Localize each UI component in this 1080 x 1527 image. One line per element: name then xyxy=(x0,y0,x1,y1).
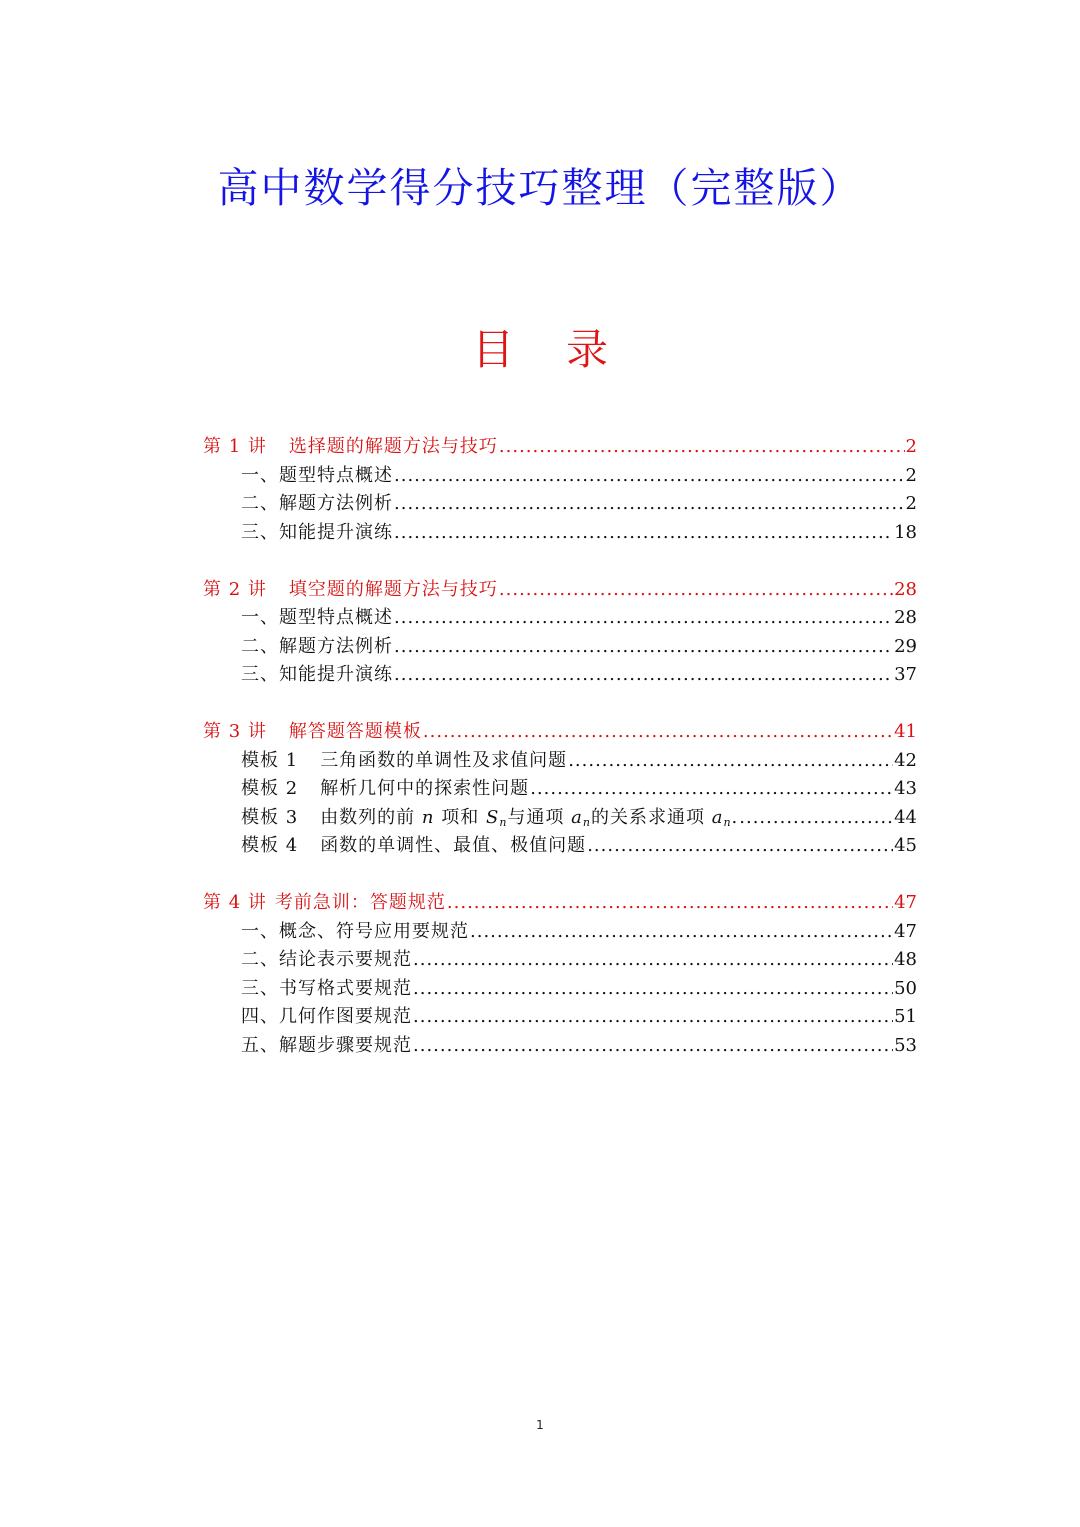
template-number: 模板 2 xyxy=(241,778,299,799)
footer-page-number: 1 xyxy=(536,1418,544,1432)
chapter-title: 填空题的解题方法与技巧 xyxy=(288,578,498,600)
page-number: 43 xyxy=(894,778,917,799)
chapter-title: 考前急训：答题规范 xyxy=(274,892,446,913)
dot-leader xyxy=(394,462,905,491)
template-number: 模板 1 xyxy=(241,749,299,771)
dot-leader xyxy=(470,918,893,947)
toc-chapter-3[interactable] xyxy=(203,718,917,747)
page-number: 18 xyxy=(894,521,917,543)
table-of-contents xyxy=(203,433,917,1089)
item-label: 二、解题方法例析 xyxy=(241,635,393,657)
item-label: 三角函数的单调性及求值问题 xyxy=(320,749,568,771)
item-label: 三、知能提升演练 xyxy=(241,664,393,685)
dot-leader xyxy=(413,946,893,975)
dot-leader xyxy=(568,747,893,776)
toc-item[interactable] xyxy=(203,1032,917,1061)
page-number: 48 xyxy=(894,949,917,970)
page-number: 29 xyxy=(894,635,917,657)
item-label: 二、结论表示要规范 xyxy=(241,949,412,970)
item-label: 一、题型特点概述 xyxy=(241,464,393,486)
chapter-title: 解答题答题模板 xyxy=(288,721,422,742)
page-number: 53 xyxy=(894,1034,917,1056)
dot-leader xyxy=(413,975,893,1004)
toc-section-4 xyxy=(203,889,917,1060)
dot-leader xyxy=(394,604,893,633)
page-number: 37 xyxy=(894,664,917,685)
page-number: 2 xyxy=(905,493,917,514)
dot-leader xyxy=(394,661,893,690)
page-number: 45 xyxy=(894,835,917,856)
toc-section-3 xyxy=(203,718,917,861)
toc-chapter-2[interactable] xyxy=(203,576,917,605)
item-label: 三、书写格式要规范 xyxy=(241,977,412,999)
dot-leader xyxy=(499,576,893,605)
toc-item[interactable] xyxy=(203,975,917,1004)
dot-leader xyxy=(413,1003,893,1032)
page-number: 51 xyxy=(894,1006,917,1027)
toc-item[interactable] xyxy=(203,633,917,662)
chapter-number: 第 1 讲 xyxy=(203,436,267,457)
toc-item[interactable] xyxy=(203,747,917,776)
item-label: 由数列的前 n 项和 $S_n$与通项 $a_n$的关系求通项 $a_n$. xyxy=(320,806,739,829)
item-label: 一、题型特点概述 xyxy=(241,607,393,628)
item-label: 解析几何中的探索性问题 xyxy=(320,778,530,799)
item-label: 二、解题方法例析 xyxy=(241,493,393,514)
toc-item[interactable] xyxy=(203,946,917,975)
item-label: 一、概念、符号应用要规范 xyxy=(241,920,469,942)
dot-leader xyxy=(413,1032,893,1061)
toc-section-1 xyxy=(203,433,917,547)
page-number: 2 xyxy=(905,436,917,457)
toc-heading-left: 目 xyxy=(471,325,514,374)
chapter-number: 第 4 讲 xyxy=(203,892,267,913)
toc-heading-right: 录 xyxy=(566,325,609,374)
toc-item[interactable] xyxy=(203,1003,917,1032)
dot-leader xyxy=(394,519,893,548)
dot-leader xyxy=(739,804,893,833)
template-number: 模板 3 xyxy=(241,806,299,828)
chapter-number: 第 3 讲 xyxy=(203,721,267,742)
template-number: 模板 4 xyxy=(241,835,299,856)
document-title: 高中数学得分技巧整理（完整版） xyxy=(217,164,863,212)
toc-item[interactable] xyxy=(203,775,917,804)
toc-item[interactable] xyxy=(203,462,917,491)
item-label: 五、解题步骤要规范 xyxy=(241,1034,412,1056)
page-number: 47 xyxy=(894,920,917,942)
dot-leader xyxy=(447,889,893,918)
dot-leader xyxy=(499,433,905,462)
toc-chapter-4[interactable] xyxy=(203,889,917,918)
item-label: 三、知能提升演练 xyxy=(241,521,393,543)
page-number: 28 xyxy=(894,607,917,628)
toc-item[interactable] xyxy=(203,519,917,548)
dot-leader xyxy=(587,832,893,861)
page-number: 41 xyxy=(894,721,917,742)
dot-leader xyxy=(423,718,893,747)
page-number: 2 xyxy=(905,464,917,486)
toc-chapter-1[interactable] xyxy=(203,433,917,462)
dot-leader xyxy=(394,490,905,519)
toc-section-2 xyxy=(203,576,917,690)
page-number: 44 xyxy=(894,806,917,828)
page-number: 28 xyxy=(894,578,917,600)
toc-heading xyxy=(0,320,1080,380)
toc-item[interactable] xyxy=(203,804,917,833)
toc-item[interactable] xyxy=(203,832,917,861)
toc-item[interactable] xyxy=(203,918,917,947)
dot-leader xyxy=(530,775,893,804)
toc-item[interactable] xyxy=(203,604,917,633)
chapter-title: 选择题的解题方法与技巧 xyxy=(288,436,498,457)
toc-item[interactable] xyxy=(203,490,917,519)
toc-item[interactable] xyxy=(203,661,917,690)
item-label: 四、几何作图要规范 xyxy=(241,1006,412,1027)
dot-leader xyxy=(394,633,893,662)
page-number: 50 xyxy=(894,977,917,999)
chapter-number: 第 2 讲 xyxy=(203,578,267,600)
page-number: 42 xyxy=(894,749,917,771)
page-number: 47 xyxy=(894,892,917,913)
item-label: 函数的单调性、最值、极值问题 xyxy=(320,835,587,856)
